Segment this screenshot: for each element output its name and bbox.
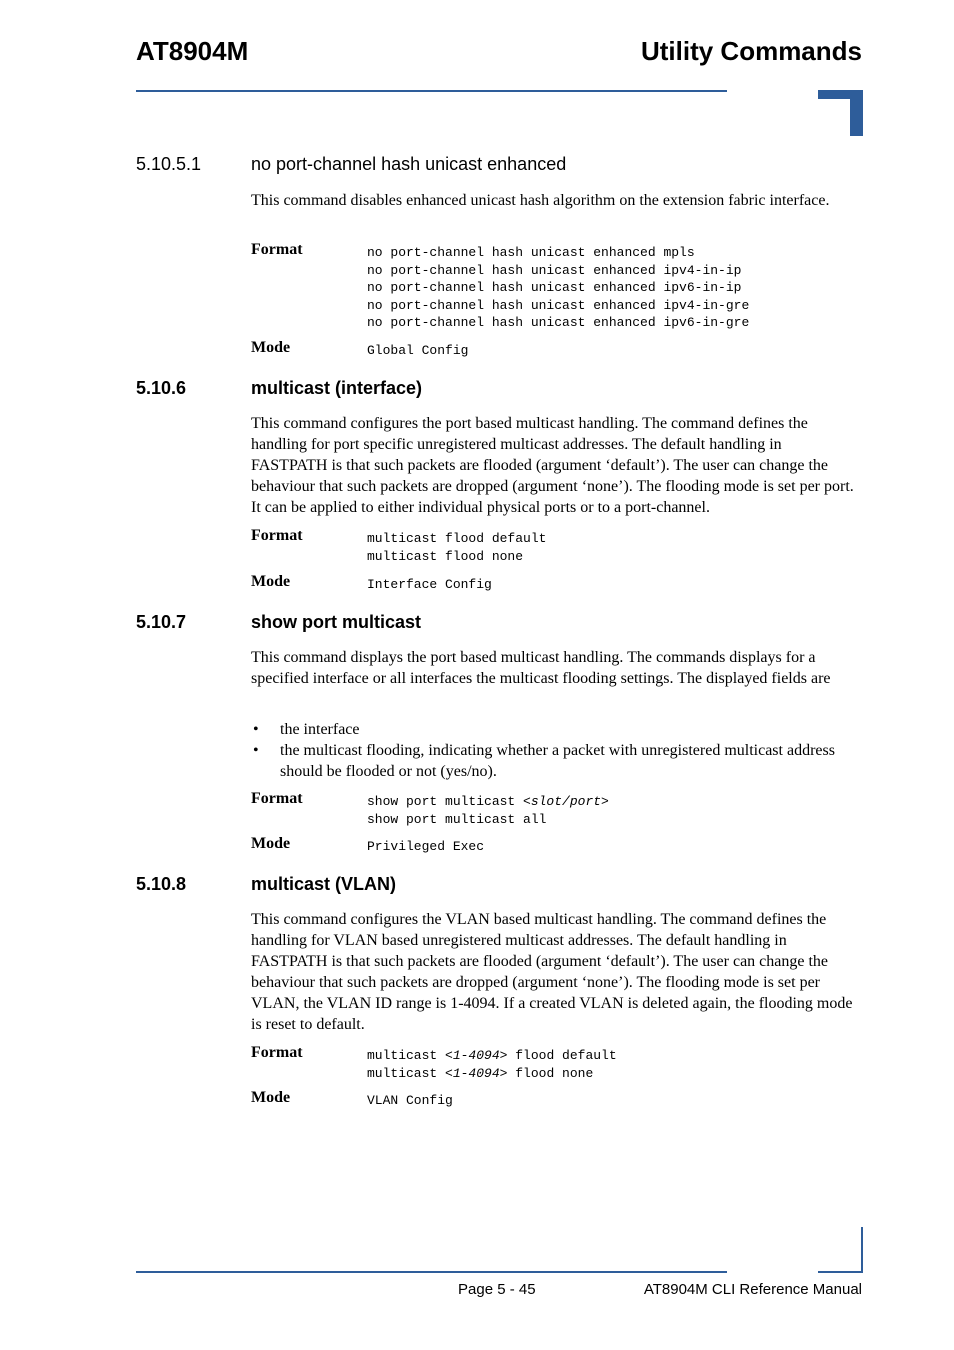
header-rule bbox=[136, 90, 727, 92]
section-number: 5.10.5.1 bbox=[136, 154, 202, 174]
section-heading bbox=[136, 154, 566, 175]
format-code bbox=[367, 530, 546, 565]
format-command-suffix: flood none bbox=[507, 1065, 594, 1081]
mode-label: Mode bbox=[251, 835, 291, 852]
format-line: no port-channel hash unicast enhanced mpls bbox=[367, 245, 695, 260]
format-line: no port-channel hash unicast enhanced ipv6-in-gre bbox=[367, 315, 750, 330]
format-label: Format bbox=[251, 790, 303, 807]
format-command-suffix: flood default bbox=[507, 1048, 617, 1063]
section-number: 5.10.8 bbox=[136, 874, 187, 894]
format-code bbox=[367, 1047, 617, 1082]
format-line: multicast flood none bbox=[367, 548, 524, 564]
section-description: This command configures the VLAN based multicast handling. The command defines the handling for VLAN based unregistered multicast addresses. The default handling in FASTPATH is that such packets are flooded (argument ‘default’). The user can change the behaviour that such packets are dropped (argument ‘none’). The flooding mode is set per VLAN, the VLAN ID range is 1-4094. If a created VLAN is deleted again, the flooding mode is reset to default. bbox=[251, 911, 853, 1033]
mode-value: Interface Config bbox=[367, 577, 492, 592]
section-description: This command configures the port based multicast handling. The command defines the handling for port specific unregistered multicast addresses. The default handling in FASTPATH is that such packets are flooded (argument ‘default’). The user can change the behaviour that such packets are dropped (argument ‘none’). The flooding mode is set per port. It can be applied to either individual physical ports or to a port-channel. bbox=[251, 415, 854, 516]
format-code bbox=[367, 244, 749, 332]
section-title: multicast (interface) bbox=[251, 378, 423, 398]
mode-value: VLAN Config bbox=[367, 1093, 453, 1108]
mode-value: Global Config bbox=[367, 343, 469, 358]
format-label: Format bbox=[251, 241, 303, 258]
section-heading bbox=[136, 378, 422, 399]
format-line: show port multicast all bbox=[367, 811, 547, 827]
header-product: AT8904M bbox=[136, 36, 249, 66]
format-command: show port multicast bbox=[367, 794, 524, 809]
section-description: This command disables enhanced unicast hash algorithm on the extension fabric interface. bbox=[251, 192, 830, 209]
section-number: 5.10.6 bbox=[136, 378, 187, 398]
field-list bbox=[251, 719, 861, 782]
format-line: no port-channel hash unicast enhanced ipv4-in-gre bbox=[367, 297, 750, 313]
format-line: no port-channel hash unicast enhanced ipv4-in-ip bbox=[367, 262, 742, 278]
footer-corner-mark bbox=[818, 1271, 863, 1273]
mode-label: Mode bbox=[251, 573, 291, 590]
format-line bbox=[367, 793, 609, 811]
manual-title: AT8904M CLI Reference Manual bbox=[643, 1281, 862, 1298]
format-argument: <slot/port> bbox=[523, 794, 609, 809]
mode-label: Mode bbox=[251, 339, 291, 356]
format-label: Format bbox=[251, 1044, 303, 1061]
section-heading bbox=[136, 612, 421, 633]
format-argument: <1-4094> bbox=[445, 1048, 508, 1063]
page-number: Page 5 - 45 bbox=[458, 1281, 536, 1298]
section-number: 5.10.7 bbox=[136, 612, 187, 632]
mode-value: Privileged Exec bbox=[367, 839, 485, 854]
mode-label: Mode bbox=[251, 1089, 291, 1106]
format-line bbox=[367, 1065, 617, 1083]
format-line: multicast flood default bbox=[367, 531, 547, 546]
format-code bbox=[367, 793, 609, 828]
list-item: • the multicast flooding, indicating whether a packet with unregistered multicast address should be flooded or not (yes/no). bbox=[251, 740, 861, 782]
section-title: show port multicast bbox=[251, 612, 422, 632]
list-item: • the interface bbox=[251, 719, 861, 740]
format-line: no port-channel hash unicast enhanced ipv6-in-ip bbox=[367, 280, 742, 295]
section-title: multicast (VLAN) bbox=[251, 874, 397, 894]
section-heading bbox=[136, 874, 396, 895]
header-chapter: Utility Commands bbox=[640, 36, 862, 66]
format-command: multicast bbox=[367, 1065, 446, 1081]
format-argument: <1-4094> bbox=[445, 1065, 508, 1081]
format-label: Format bbox=[251, 527, 303, 544]
section-title: no port-channel hash unicast enhanced bbox=[251, 154, 567, 174]
section-description: This command displays the port based multicast handling. The commands displays for a specified interface or all interfaces the multicast flooding settings. The displayed fields are bbox=[251, 649, 831, 687]
footer-rule bbox=[136, 1271, 727, 1273]
format-line bbox=[367, 1047, 617, 1065]
footer-corner-mark-vertical bbox=[861, 1227, 863, 1273]
header-corner-mark-vertical bbox=[850, 90, 863, 136]
format-command: multicast bbox=[367, 1048, 446, 1063]
